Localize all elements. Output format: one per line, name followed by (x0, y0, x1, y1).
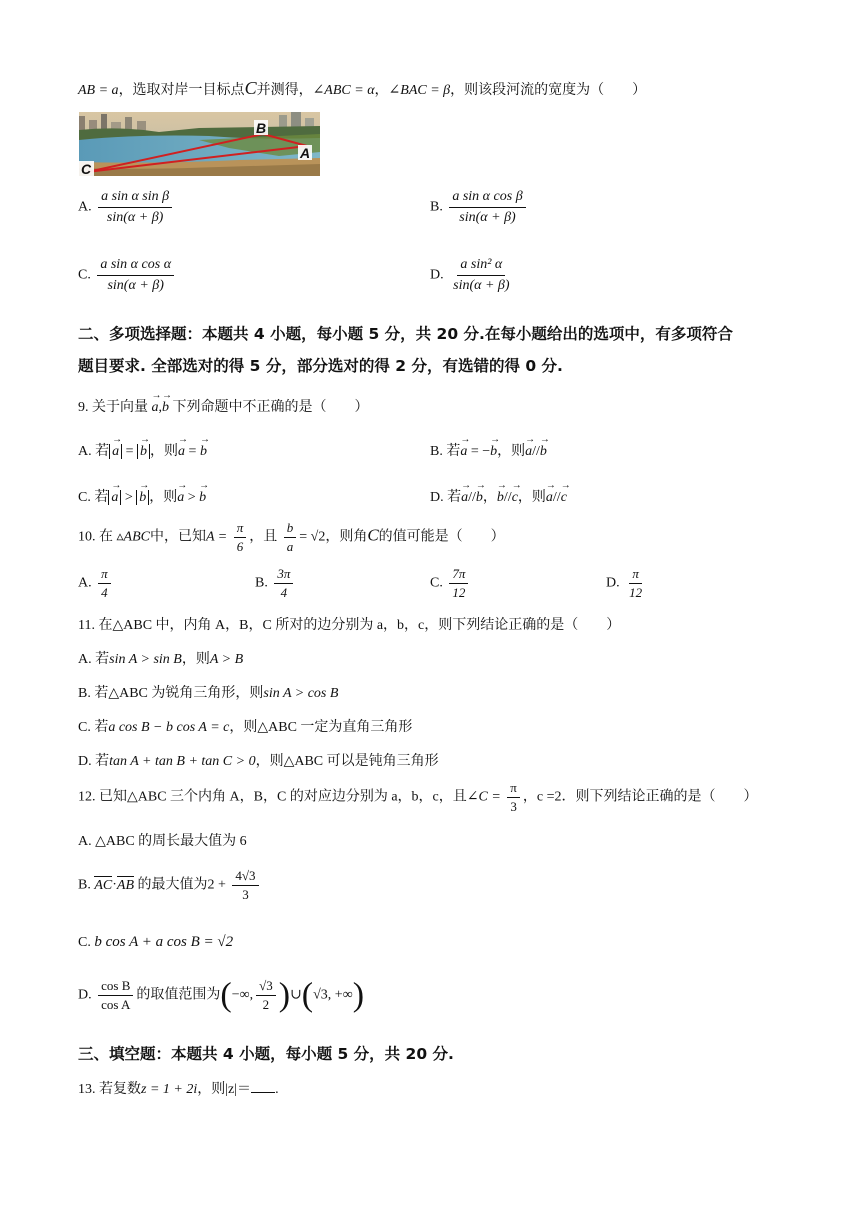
q8-stem-ab: AB = a (78, 83, 119, 98)
q8-stem-text3: ，则该段河流的宽度为（ ） (450, 83, 647, 98)
river-photo-svg (79, 112, 320, 176)
q8-option-c[interactable] (78, 256, 177, 295)
q9-stem: 9. 关于向量 → a,→ b 下列命题中不正确的是（ ） (78, 396, 369, 416)
q12-stem: 12. 已知△ABC 三个内角 A，B，C 的对应边分别为 a，b，c，且∠C = $\frac{\pi}{3}$ ，c =2．则下列结论正确的是（ ） (78, 780, 758, 814)
q8-option-d-frac: $\frac{\text{a sin² α}}{\sin(\alpha + \beta)}$ (453, 257, 510, 293)
q12-option-d[interactable]: D. $\frac{\text{cos B}}{\text{cos A}}$ 的取值范围为(−∞, $\frac{√3}{2}$ )∪(√3, +∞) (78, 976, 365, 1014)
vector-ab: AB (116, 877, 135, 893)
q8-stem-c: C (244, 78, 257, 98)
q11-option-c[interactable]: C. 若a cos B − b cos A = c，则△ABC 一定为直角三角形 (78, 720, 413, 735)
q10-angle-frac: $\frac{\pi}{6}$ (234, 520, 247, 555)
vector-ac: AC (94, 877, 113, 893)
q9-option-d[interactable]: D. 若→ a//→ b，→ b//→ c，则→ a//→ c (430, 486, 567, 506)
q9-option-a[interactable]: A. 若→ a = → b ，则→ a = → b (78, 440, 207, 460)
q8-angle-bac: ∠BAC = β (388, 83, 451, 98)
q8-option-a-frac: $\frac{\text{a sin α sin β}}{\sin(\alpha + \beta)}$ (98, 188, 172, 227)
q12-option-a[interactable]: A. △ABC 的周长最大值为 6 (78, 834, 247, 849)
q9-vec-b: → b (162, 400, 169, 416)
q8-option-d-label: D. (430, 267, 444, 283)
q9-option-c[interactable]: C. 若→ a > → b ，则→ a > → b (78, 486, 206, 506)
q11-stem: 11. 在△ABC 中，内角 A，B，C 所对的边分别为 a，b，c，则下列结论正确的是（ ） (78, 618, 621, 633)
q8-angle-abc: ∠ABC = α (312, 83, 375, 98)
q9-stem-text2: 下列命题中不正确的是（ ） (172, 400, 369, 415)
q13-stem: 13. 若复数z = 1 + 2i，则|z|＝ . (78, 1082, 279, 1097)
q9-option-b[interactable]: B. 若→ a = −→ b，则→ a//→ b (430, 440, 547, 460)
q8-option-b-label: B. (430, 199, 443, 215)
q8-option-d[interactable] (430, 256, 516, 295)
q8-option-b-frac: $\frac{\text{a sin α cos β}}{\sin(\alpha + \beta)}$ (449, 188, 525, 227)
q8-option-a[interactable] (78, 188, 175, 227)
q10-stem: 10. 在 ▵ABC中，已知A = $\frac{\pi}{6}$ ，且 $\frac{b}{a}$ = √2，则角C的值可能是（ ） (78, 520, 505, 554)
q11-option-b[interactable]: B. 若△ABC 为锐角三角形，则sin A > cos B (78, 686, 339, 701)
river-photo (79, 112, 320, 176)
q10-option-d[interactable]: D. $\frac{\pi}{12}$ (606, 566, 643, 600)
q8-stem (78, 78, 646, 99)
q12-option-b[interactable]: B. AC·AB 的最大值为2 + $\frac{4√3}{3}$ (78, 868, 262, 903)
q11-option-d[interactable]: D. 若tan A + tan B + tan C > 0，则△ABC 可以是钝角三角形 (78, 754, 439, 769)
q8-stem-text1: ，选取对岸一目标点 (118, 83, 245, 98)
q12-angle-frac: $\frac{\pi}{3}$ (507, 780, 520, 815)
fig-label-c: C (81, 161, 92, 176)
q8-option-a-label: A. (78, 199, 92, 215)
q10-option-c[interactable]: C. $\frac{7\pi}{12}$ (430, 566, 471, 601)
q11-option-a[interactable]: A. 若sin A > sin B，则A > B (78, 652, 244, 667)
q8-option-b[interactable] (430, 188, 529, 227)
section2-heading-line2: 题目要求. 全部选对的得 5 分，部分选对的得 2 分，有选错的得 0 分. (78, 357, 563, 375)
q8-option-c-frac: $\frac{\text{a sin α cos α}}{\sin(\alpha + \beta)}$ (97, 256, 174, 295)
q10-option-a[interactable]: A. $\frac{\pi}{4}$ (78, 566, 114, 601)
q12-option-c[interactable]: C. b cos A + a cos B = √2 (78, 934, 234, 950)
fig-label-b: B (256, 120, 267, 136)
q9-vec-a: → a (152, 400, 159, 416)
section2-heading-line1: 二、多项选择题：本题共 4 小题，每小题 5 分，共 20 分.在每小题给出的选项中，有多项符合 (78, 325, 733, 343)
q13-answer-blank[interactable] (251, 1092, 275, 1093)
q8-option-c-label: C. (78, 267, 91, 283)
fig-label-a: A (300, 145, 311, 161)
q8-stem-comma: ， (374, 83, 389, 98)
q9-stem-text1: 9. 关于向量 (78, 400, 148, 415)
q10-option-b[interactable]: B. $\frac{3\pi}{4}$ (255, 566, 296, 601)
q8-stem-text2: 并测得， (256, 83, 313, 98)
q10-triangle: ▵ABC (116, 529, 150, 545)
section3-heading: 三、填空题：本题共 4 小题，每小题 5 分，共 20 分. (78, 1045, 454, 1063)
q10-ratio-frac: $\frac{b}{a}$ (284, 520, 297, 555)
